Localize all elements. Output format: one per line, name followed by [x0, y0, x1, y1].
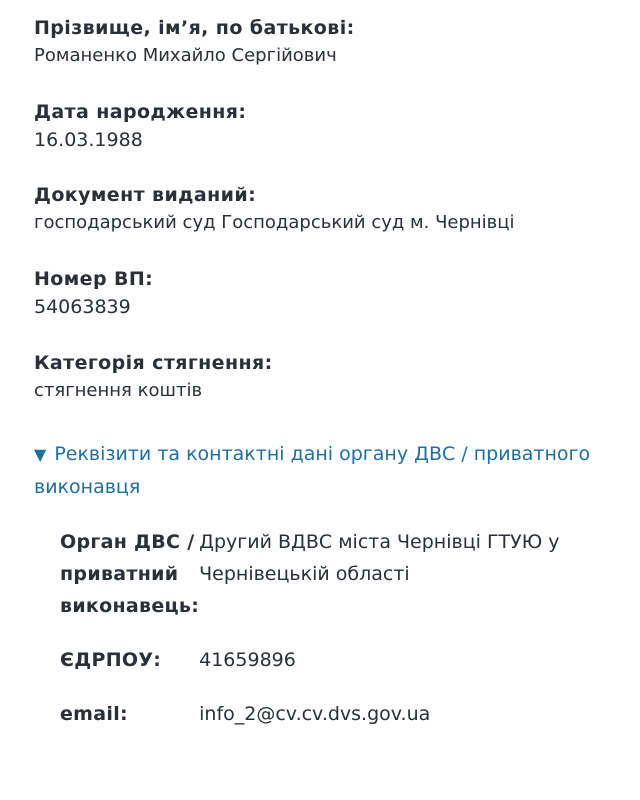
- field-label: Дата народження:: [34, 101, 247, 123]
- details-email[interactable]: info_2@cv.cv.dvs.gov.ua: [199, 703, 431, 725]
- details-summary: Реквізити та контактні дані органу ДВС / приватного виконавця: [34, 443, 591, 498]
- row-spacer: [60, 676, 579, 698]
- details-table: [60, 526, 579, 730]
- field-label: Номер ВП:: [34, 268, 154, 290]
- details-row: [60, 526, 579, 622]
- field-full-name: [34, 14, 355, 70]
- details-key: Орган ДВС / приватний виконавець:: [60, 531, 200, 617]
- field-value: стягнення коштів: [34, 380, 203, 401]
- details-key: email:: [60, 703, 128, 725]
- field-collection-category: [34, 349, 273, 405]
- field-label: Документ виданий:: [34, 184, 257, 206]
- field-label: Категорія стягнення:: [34, 352, 273, 374]
- field-label: Прізвище, ім’я, по батькові:: [34, 17, 355, 39]
- details-toggle[interactable]: [34, 438, 594, 503]
- details-row: [60, 644, 579, 676]
- field-birth-date: [34, 98, 246, 154]
- details-value: Другий ВДВС міста Чернівці ГТУЮ у Чернівецькій області: [199, 531, 560, 585]
- field-case-number: [34, 265, 153, 321]
- details-key: ЄДРПОУ:: [60, 649, 162, 671]
- field-document-issuer: [34, 181, 515, 237]
- field-value: господарський суд Господарський суд м. Чернівці: [34, 212, 515, 233]
- field-value: 54063839: [34, 296, 131, 318]
- row-spacer: [60, 622, 579, 644]
- triangle-down-icon: ▼: [34, 445, 47, 464]
- details-row: [60, 698, 579, 730]
- field-value: Романенко Михайло Сергійович: [34, 45, 337, 66]
- details-value: 41659896: [199, 649, 296, 671]
- field-value: 16.03.1988: [34, 129, 143, 151]
